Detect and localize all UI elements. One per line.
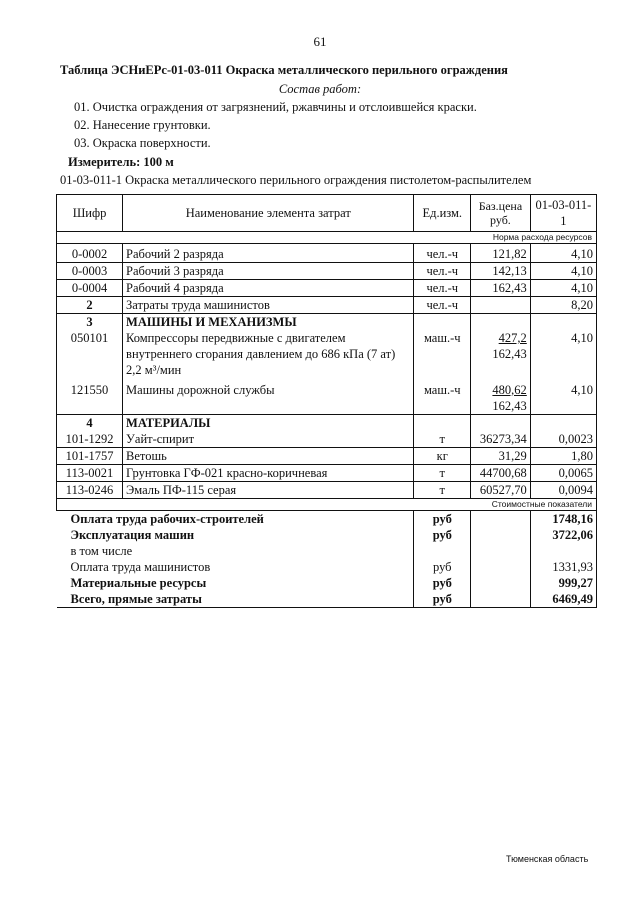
summary-value: 6469,49 xyxy=(530,591,596,608)
row-price: 60527,70 xyxy=(471,482,531,499)
row-name: Затраты труда машинистов xyxy=(123,297,414,314)
row-name: Уайт-спирит xyxy=(123,431,414,448)
row-value: 4,10 xyxy=(530,330,596,378)
table-row xyxy=(57,482,597,499)
header-base-price xyxy=(471,195,531,232)
norm-bar-row xyxy=(57,232,597,244)
row-code: 101-1757 xyxy=(57,448,123,465)
row-name-line: Компрессоры передвижные с двигателем xyxy=(126,331,346,345)
row-code: 113-0021 xyxy=(57,465,123,482)
summary-unit xyxy=(414,543,471,559)
section-name: МАТЕРИАЛЫ xyxy=(123,415,414,432)
summary-price xyxy=(471,527,531,543)
table-title: Таблица ЭСНиЕРс-01-03-011 Окраска металлического перильного ограждения xyxy=(60,63,508,77)
header-name: Наименование элемента затрат xyxy=(123,195,414,232)
row-unit: чел.-ч xyxy=(414,244,471,263)
summary-price xyxy=(471,511,531,528)
table-row xyxy=(57,297,597,314)
cost-bar: Стоимостные показатели xyxy=(57,499,597,511)
section-code: 3 xyxy=(57,314,123,331)
row-value: 4,10 xyxy=(530,244,596,263)
row-price xyxy=(471,415,531,432)
summary-row xyxy=(57,591,597,608)
summary-row xyxy=(57,543,597,559)
summary-price xyxy=(471,591,531,608)
row-unit: кг xyxy=(414,448,471,465)
row-price: 36273,34 xyxy=(471,431,531,448)
row-price: 142,13 xyxy=(471,263,531,280)
table-row xyxy=(57,465,597,482)
resource-table xyxy=(56,194,597,608)
row-unit: чел.-ч xyxy=(414,297,471,314)
row-value: 0,0065 xyxy=(530,465,596,482)
row-code: 0-0002 xyxy=(57,244,123,263)
row-code: 113-0246 xyxy=(57,482,123,499)
table-row xyxy=(57,280,597,297)
summary-value: 1748,16 xyxy=(530,511,596,528)
header-price-line1: Баз.цена xyxy=(478,199,523,213)
row-name xyxy=(123,330,414,378)
summary-name: Всего, прямые затраты xyxy=(57,591,414,608)
price-value: 480,62 xyxy=(492,383,527,397)
summary-price xyxy=(471,575,531,591)
summary-price xyxy=(471,559,531,575)
page-number: 61 xyxy=(313,34,327,49)
summary-value: 3722,06 xyxy=(530,527,596,543)
summary-name: Оплата труда машинистов xyxy=(70,560,211,574)
row-price xyxy=(471,330,531,378)
row-value: 1,80 xyxy=(530,448,596,465)
summary-unit: руб xyxy=(414,559,471,575)
row-unit: чел.-ч xyxy=(414,263,471,280)
row-code: 0-0003 xyxy=(57,263,123,280)
row-name: Рабочий 4 разряда xyxy=(123,280,414,297)
summary-row xyxy=(57,575,597,591)
table-row xyxy=(57,448,597,465)
row-value: 4,10 xyxy=(530,263,596,280)
row-unit: маш.-ч xyxy=(414,378,471,415)
header-unit: Ед.изм. xyxy=(414,195,471,232)
summary-row xyxy=(57,511,597,528)
header-rate: 01-03-011-1 xyxy=(530,195,596,232)
summary-unit: руб xyxy=(414,591,471,608)
header-price-line2: руб. xyxy=(490,213,511,227)
price-value: 427,2 xyxy=(498,331,527,345)
composition-label: Состав работ: xyxy=(278,82,362,96)
table-row xyxy=(57,330,597,378)
price-machinist: 162,43 xyxy=(492,399,527,413)
header-code: Шифр xyxy=(57,195,123,232)
footer-region: Тюменская область xyxy=(506,854,589,864)
table-row xyxy=(57,378,597,415)
row-value: 4,10 xyxy=(530,280,596,297)
row-price: 162,43 xyxy=(471,280,531,297)
row-name-line: 2,2 м³/мин xyxy=(126,363,182,377)
summary-unit: руб xyxy=(414,511,471,528)
summary-name: Оплата труда рабочих-строителей xyxy=(70,512,264,526)
row-unit: т xyxy=(414,465,471,482)
row-value: 4,10 xyxy=(530,378,596,415)
summary-name: Эксплуатация машин xyxy=(70,528,195,542)
work-step: 01. Очистка ограждения от загрязнений, ржавчины и отслоившейся краски. xyxy=(74,100,477,114)
price-machinist: 162,43 xyxy=(492,347,527,361)
row-unit: маш.-ч xyxy=(414,330,471,378)
table-row xyxy=(57,244,597,263)
rate-description: 01-03-011-1 Окраска металлического перильного ограждения пистолетом-распылителем xyxy=(60,173,532,187)
row-name: Рабочий 2 разряда xyxy=(123,244,414,263)
row-name: Грунтовка ГФ-021 красно-коричневая xyxy=(123,465,414,482)
measure-unit: Измеритель: 100 м xyxy=(68,155,174,169)
work-step: 03. Окраска поверхности. xyxy=(74,136,211,150)
row-code: 121550 xyxy=(57,378,123,415)
row-price xyxy=(471,314,531,331)
summary-name: в том числе xyxy=(70,544,133,558)
section-row xyxy=(57,415,597,432)
row-price xyxy=(471,378,531,415)
summary-unit: руб xyxy=(414,575,471,591)
row-name: Ветошь xyxy=(123,448,414,465)
row-code: 2 xyxy=(57,297,123,314)
cost-bar-row xyxy=(57,499,597,511)
summary-unit: руб xyxy=(414,527,471,543)
row-unit xyxy=(414,314,471,331)
row-name: Эмаль ПФ-115 серая xyxy=(123,482,414,499)
norm-bar: Норма расхода ресурсов xyxy=(57,232,597,244)
row-name: Рабочий 3 разряда xyxy=(123,263,414,280)
row-unit: т xyxy=(414,482,471,499)
work-step: 02. Нанесение грунтовки. xyxy=(74,118,211,132)
row-code: 101-1292 xyxy=(57,431,123,448)
row-value: 0,0094 xyxy=(530,482,596,499)
row-unit xyxy=(414,415,471,432)
section-code: 4 xyxy=(57,415,123,432)
row-price: 121,82 xyxy=(471,244,531,263)
summary-value: 999,27 xyxy=(530,575,596,591)
table-row xyxy=(57,263,597,280)
table-header-row xyxy=(57,195,597,232)
summary-row xyxy=(57,527,597,543)
table-row xyxy=(57,431,597,448)
summary-value: 1331,93 xyxy=(530,559,596,575)
row-name-line: внутреннего сгорания давлением до 686 кПа (7 ат) xyxy=(126,347,396,361)
row-value: 8,20 xyxy=(530,297,596,314)
row-price: 31,29 xyxy=(471,448,531,465)
row-unit: чел.-ч xyxy=(414,280,471,297)
row-code: 050101 xyxy=(57,330,123,378)
summary-price xyxy=(471,543,531,559)
row-value: 0,0023 xyxy=(530,431,596,448)
row-value xyxy=(530,314,596,331)
section-row xyxy=(57,314,597,331)
row-unit: т xyxy=(414,431,471,448)
summary-name: Материальные ресурсы xyxy=(70,576,207,590)
summary-value xyxy=(530,543,596,559)
row-value xyxy=(530,415,596,432)
row-price: 44700,68 xyxy=(471,465,531,482)
summary-row xyxy=(57,559,597,575)
row-name: Машины дорожной службы xyxy=(123,378,414,415)
section-name: МАШИНЫ И МЕХАНИЗМЫ xyxy=(123,314,414,331)
row-price xyxy=(471,297,531,314)
row-code: 0-0004 xyxy=(57,280,123,297)
